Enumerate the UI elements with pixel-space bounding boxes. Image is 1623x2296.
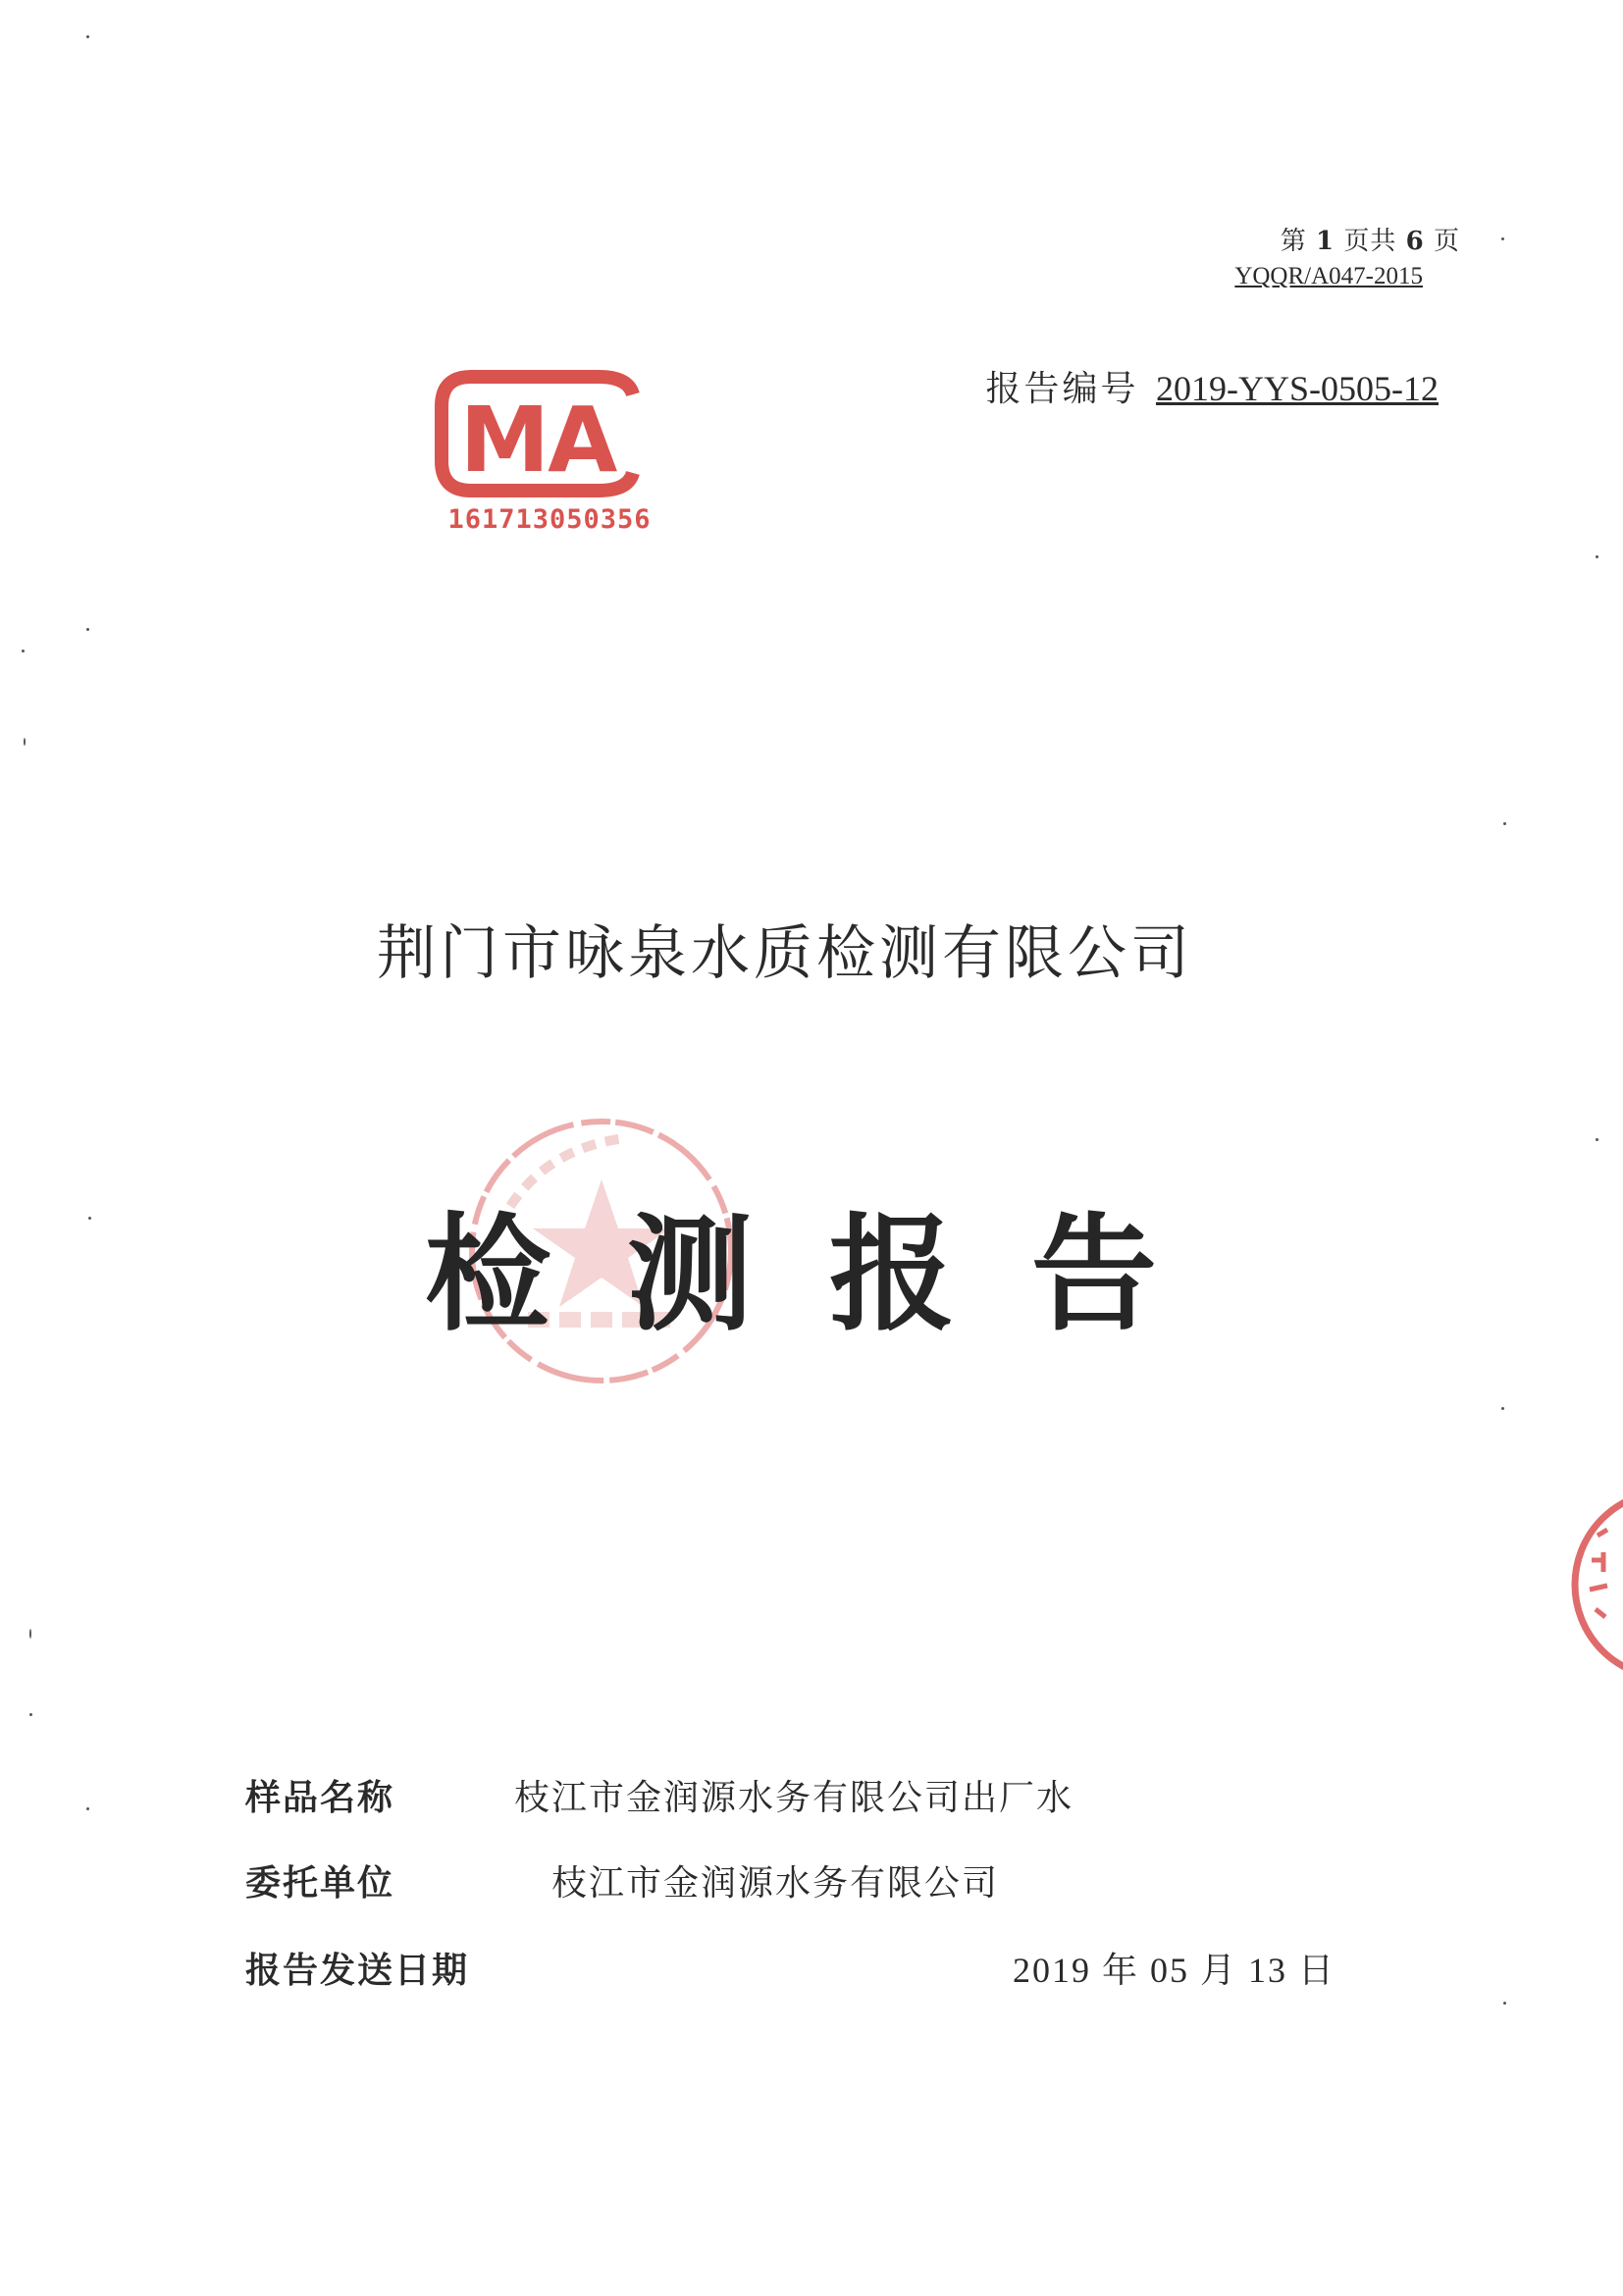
scan-speck: [86, 1807, 89, 1810]
scan-speck: [86, 35, 89, 38]
scan-speck: [1596, 555, 1598, 558]
report-number-label: 报告编号: [985, 369, 1139, 409]
page-prefix: 第: [1280, 227, 1307, 256]
scan-speck: [1503, 822, 1506, 825]
scan-speck: [86, 628, 89, 631]
page-mid: 页共: [1343, 227, 1397, 256]
report-date-row: [245, 1943, 1423, 1998]
client-value: 枝江市金润源水务有限公司: [551, 1863, 1000, 1904]
cma-certificate-number: 161713050356: [447, 504, 652, 535]
report-date-label: 报告发送日期: [245, 1951, 470, 1991]
scan-speck: [22, 650, 25, 652]
sample-name-label: 样品名称: [245, 1778, 395, 1818]
sample-name-value: 枝江市金润源水务有限公司出厂水: [514, 1778, 1074, 1818]
report-number-value: 2019-YYS-0505-12: [1156, 369, 1439, 408]
report-number: [986, 361, 1439, 411]
report-date-value: 2019 年 05 月 13 日: [1013, 1951, 1336, 1990]
company-name: 荆门市咏泉水质检测有限公司: [377, 919, 1193, 988]
cma-letters: MA: [459, 388, 616, 493]
page-suffix: 页: [1433, 227, 1460, 256]
scan-speck: [24, 738, 26, 746]
scan-speck: [1503, 2002, 1506, 2005]
client-label: 委托单位: [245, 1863, 395, 1904]
form-code: YQQR/A047-2015: [1234, 263, 1423, 289]
scan-speck: [1501, 1407, 1504, 1410]
scan-speck: [29, 1713, 32, 1716]
scan-speck: [1596, 1138, 1598, 1141]
page-current: 1: [1315, 227, 1335, 256]
sample-name-row: [245, 1770, 1423, 1825]
scan-speck: [88, 1217, 91, 1220]
page-total: 6: [1405, 227, 1425, 256]
edge-seal-icon: [1560, 1482, 1623, 1688]
scan-speck: [1501, 237, 1504, 240]
page-counter: [1281, 221, 1460, 257]
report-title: 检测报告: [424, 1202, 1233, 1348]
client-row: [245, 1855, 1423, 1910]
cma-mark-icon: [432, 365, 669, 537]
scan-speck: [29, 1629, 31, 1639]
